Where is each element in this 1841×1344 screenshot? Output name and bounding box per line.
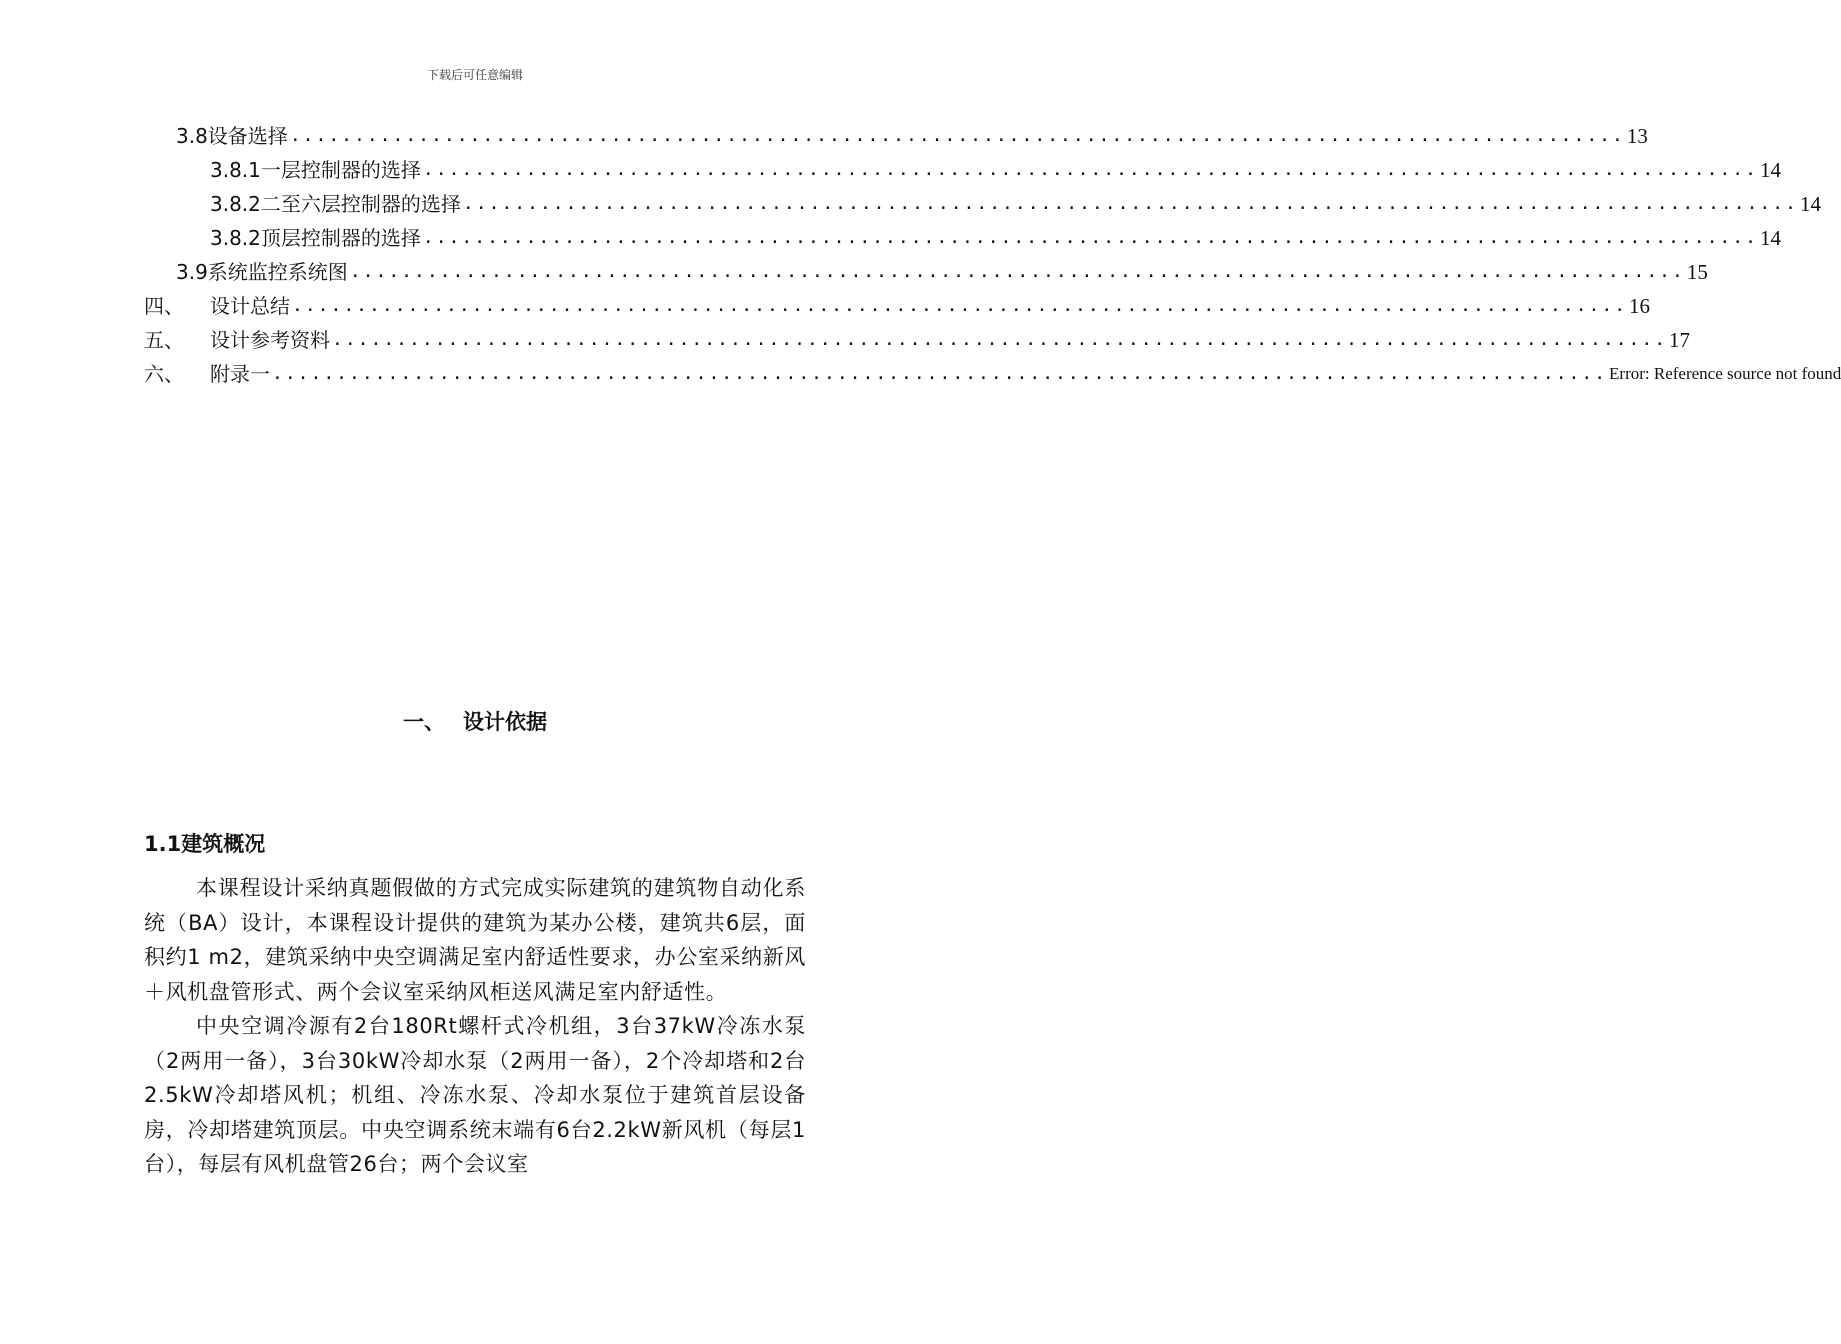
toc-page-number: Error: Reference source not found bbox=[1609, 364, 1841, 383]
toc-entry[interactable] bbox=[176, 256, 1708, 286]
toc-dot-leader: ........................................................................................................ bbox=[272, 363, 1608, 384]
toc-entry[interactable] bbox=[210, 222, 1781, 252]
toc-entry[interactable] bbox=[210, 188, 1821, 218]
page-header: 下载后可任意编辑 bbox=[426, 68, 523, 82]
toc-entry-title: 3.8设备选择 bbox=[176, 124, 288, 148]
toc-entry[interactable] bbox=[176, 120, 1648, 150]
toc-page-number: 14 bbox=[1759, 226, 1781, 250]
toc-entry-title: 设计参考资料 bbox=[210, 328, 330, 352]
toc-entry-title: 3.8.2二至六层控制器的选择 bbox=[210, 192, 461, 216]
toc-page-number: 16 bbox=[1629, 294, 1651, 318]
toc-entry-number: 五、 bbox=[144, 328, 184, 352]
chapter-heading bbox=[0, 706, 950, 736]
toc-entry-title: 3.8.2顶层控制器的选择 bbox=[210, 226, 421, 250]
toc-entry-title: 3.9系统监控系统图 bbox=[176, 260, 348, 284]
toc-page-number: 14 bbox=[1759, 158, 1781, 182]
toc-entry-number: 四、 bbox=[144, 294, 184, 318]
toc-page-number: 15 bbox=[1686, 260, 1708, 284]
section-heading: 1.1建筑概况 bbox=[144, 832, 266, 856]
chapter-title: 设计依据 bbox=[463, 710, 547, 734]
toc-dot-leader: ........................................................................................................ bbox=[292, 295, 1628, 316]
toc-entry[interactable] bbox=[144, 324, 1691, 354]
toc-dot-leader: ........................................................................................................ bbox=[422, 159, 1758, 180]
toc-dot-leader: ........................................................................................................ bbox=[462, 193, 1798, 214]
toc-dot-leader: ........................................................................................................ bbox=[349, 261, 1685, 282]
paragraph: 中央空调冷源有2台180Rt螺杆式冷机组，3台37kW冷冻水泵（2两用一备），3台30kW冷却水泵（2两用一备），2个冷却塔和2台2.5kW冷却塔风机；机组、冷冻水泵、冷却水泵位于建筑首层设备房，冷却塔建筑顶层。中央空调系统末端有6台2.2kW新风机（每层1台），每层有风机盘管26台；两个会议室 bbox=[144, 1014, 806, 1176]
toc-page-number: 14 bbox=[1799, 192, 1821, 216]
toc-page-number: 13 bbox=[1626, 124, 1648, 148]
toc-entry[interactable] bbox=[144, 358, 1841, 388]
toc-entry[interactable] bbox=[210, 154, 1781, 184]
chapter-number: 一、 bbox=[403, 710, 445, 734]
toc-entry-title: 附录一 bbox=[210, 362, 270, 386]
toc-page-number: 17 bbox=[1669, 328, 1691, 352]
toc-entry-title: 3.8.1一层控制器的选择 bbox=[210, 158, 421, 182]
toc-entry-number: 六、 bbox=[144, 362, 184, 386]
toc-entry[interactable] bbox=[144, 290, 1651, 320]
toc-dot-leader: ........................................................................................................ bbox=[422, 227, 1758, 248]
toc-dot-leader: ........................................................................................................ bbox=[289, 125, 1625, 146]
body-text bbox=[144, 871, 806, 1182]
toc-dot-leader: ........................................................................................................ bbox=[332, 329, 1668, 350]
toc-entry-title: 设计总结 bbox=[210, 294, 290, 318]
paragraph: 本课程设计采纳真题假做的方式完成实际建筑的建筑物自动化系统（BA）设计，本课程设计提供的建筑为某办公楼，建筑共6层，面积约1 m2，建筑采纳中央空调满足室内舒适性要求，办公室采纳新风＋风机盘管形式、两个会议室采纳风柜送风满足室内舒适性。 bbox=[144, 876, 806, 1004]
